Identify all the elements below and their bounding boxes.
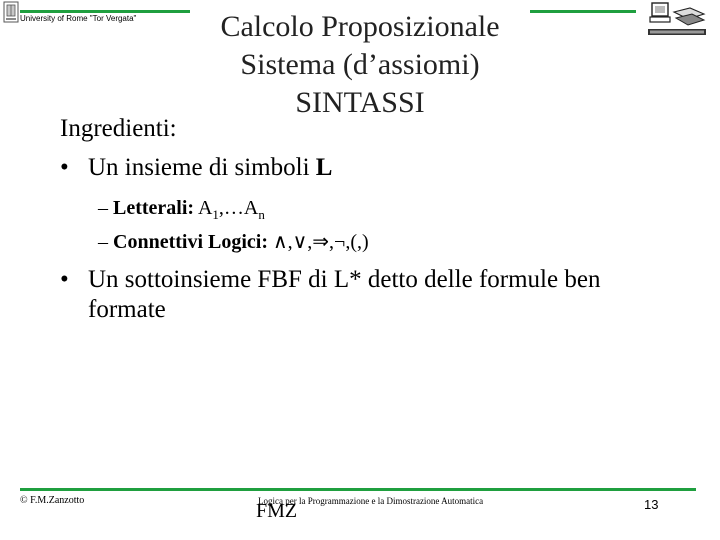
slide-title xyxy=(190,8,530,122)
title-line-2: Sistema (d’assiomi) xyxy=(240,48,480,81)
title-line-1: Calcolo Proposizionale xyxy=(220,10,500,43)
copyright: © F.M.Zanzotto xyxy=(20,495,85,506)
sub-item-connectives xyxy=(98,230,369,254)
sub-item-letterals: – Letterali: $A_1,\dots A_n$ xyxy=(98,197,265,222)
ingredients-heading: Ingredienti: xyxy=(60,115,177,142)
university-crest-icon xyxy=(3,1,19,23)
sub-item-label: Letterali: xyxy=(113,197,195,219)
connectives-list: ∧,∨,⇒,¬,(,) xyxy=(268,231,369,253)
footer-logo-text: FMZ xyxy=(256,500,298,522)
bullet-text: Un sottoinsieme FBF di L* detto delle formule ben formate xyxy=(88,266,601,323)
dash-icon: – xyxy=(98,197,108,219)
bullet-text: Un insieme di simboli xyxy=(88,154,316,181)
dash-icon: – xyxy=(98,231,108,253)
computer-workstation-icon xyxy=(646,2,708,38)
bullet-symbols xyxy=(60,153,332,183)
footer-rule xyxy=(20,488,696,491)
bullet-dot-icon: • xyxy=(60,154,69,181)
title-line-3: SINTASSI xyxy=(295,86,425,119)
bullet-fbf xyxy=(60,265,680,325)
university-name: University of Rome "Tor Vergata" xyxy=(20,14,137,23)
sub-item-label: Connettivi Logici: xyxy=(113,231,268,253)
bullet-dot-icon: • xyxy=(60,266,69,293)
page-number: 13 xyxy=(644,497,659,512)
course-title: Logica per la Programmazione e la Dimostrazione Automatica xyxy=(258,496,484,506)
symbol-set-L: L xyxy=(315,154,333,181)
